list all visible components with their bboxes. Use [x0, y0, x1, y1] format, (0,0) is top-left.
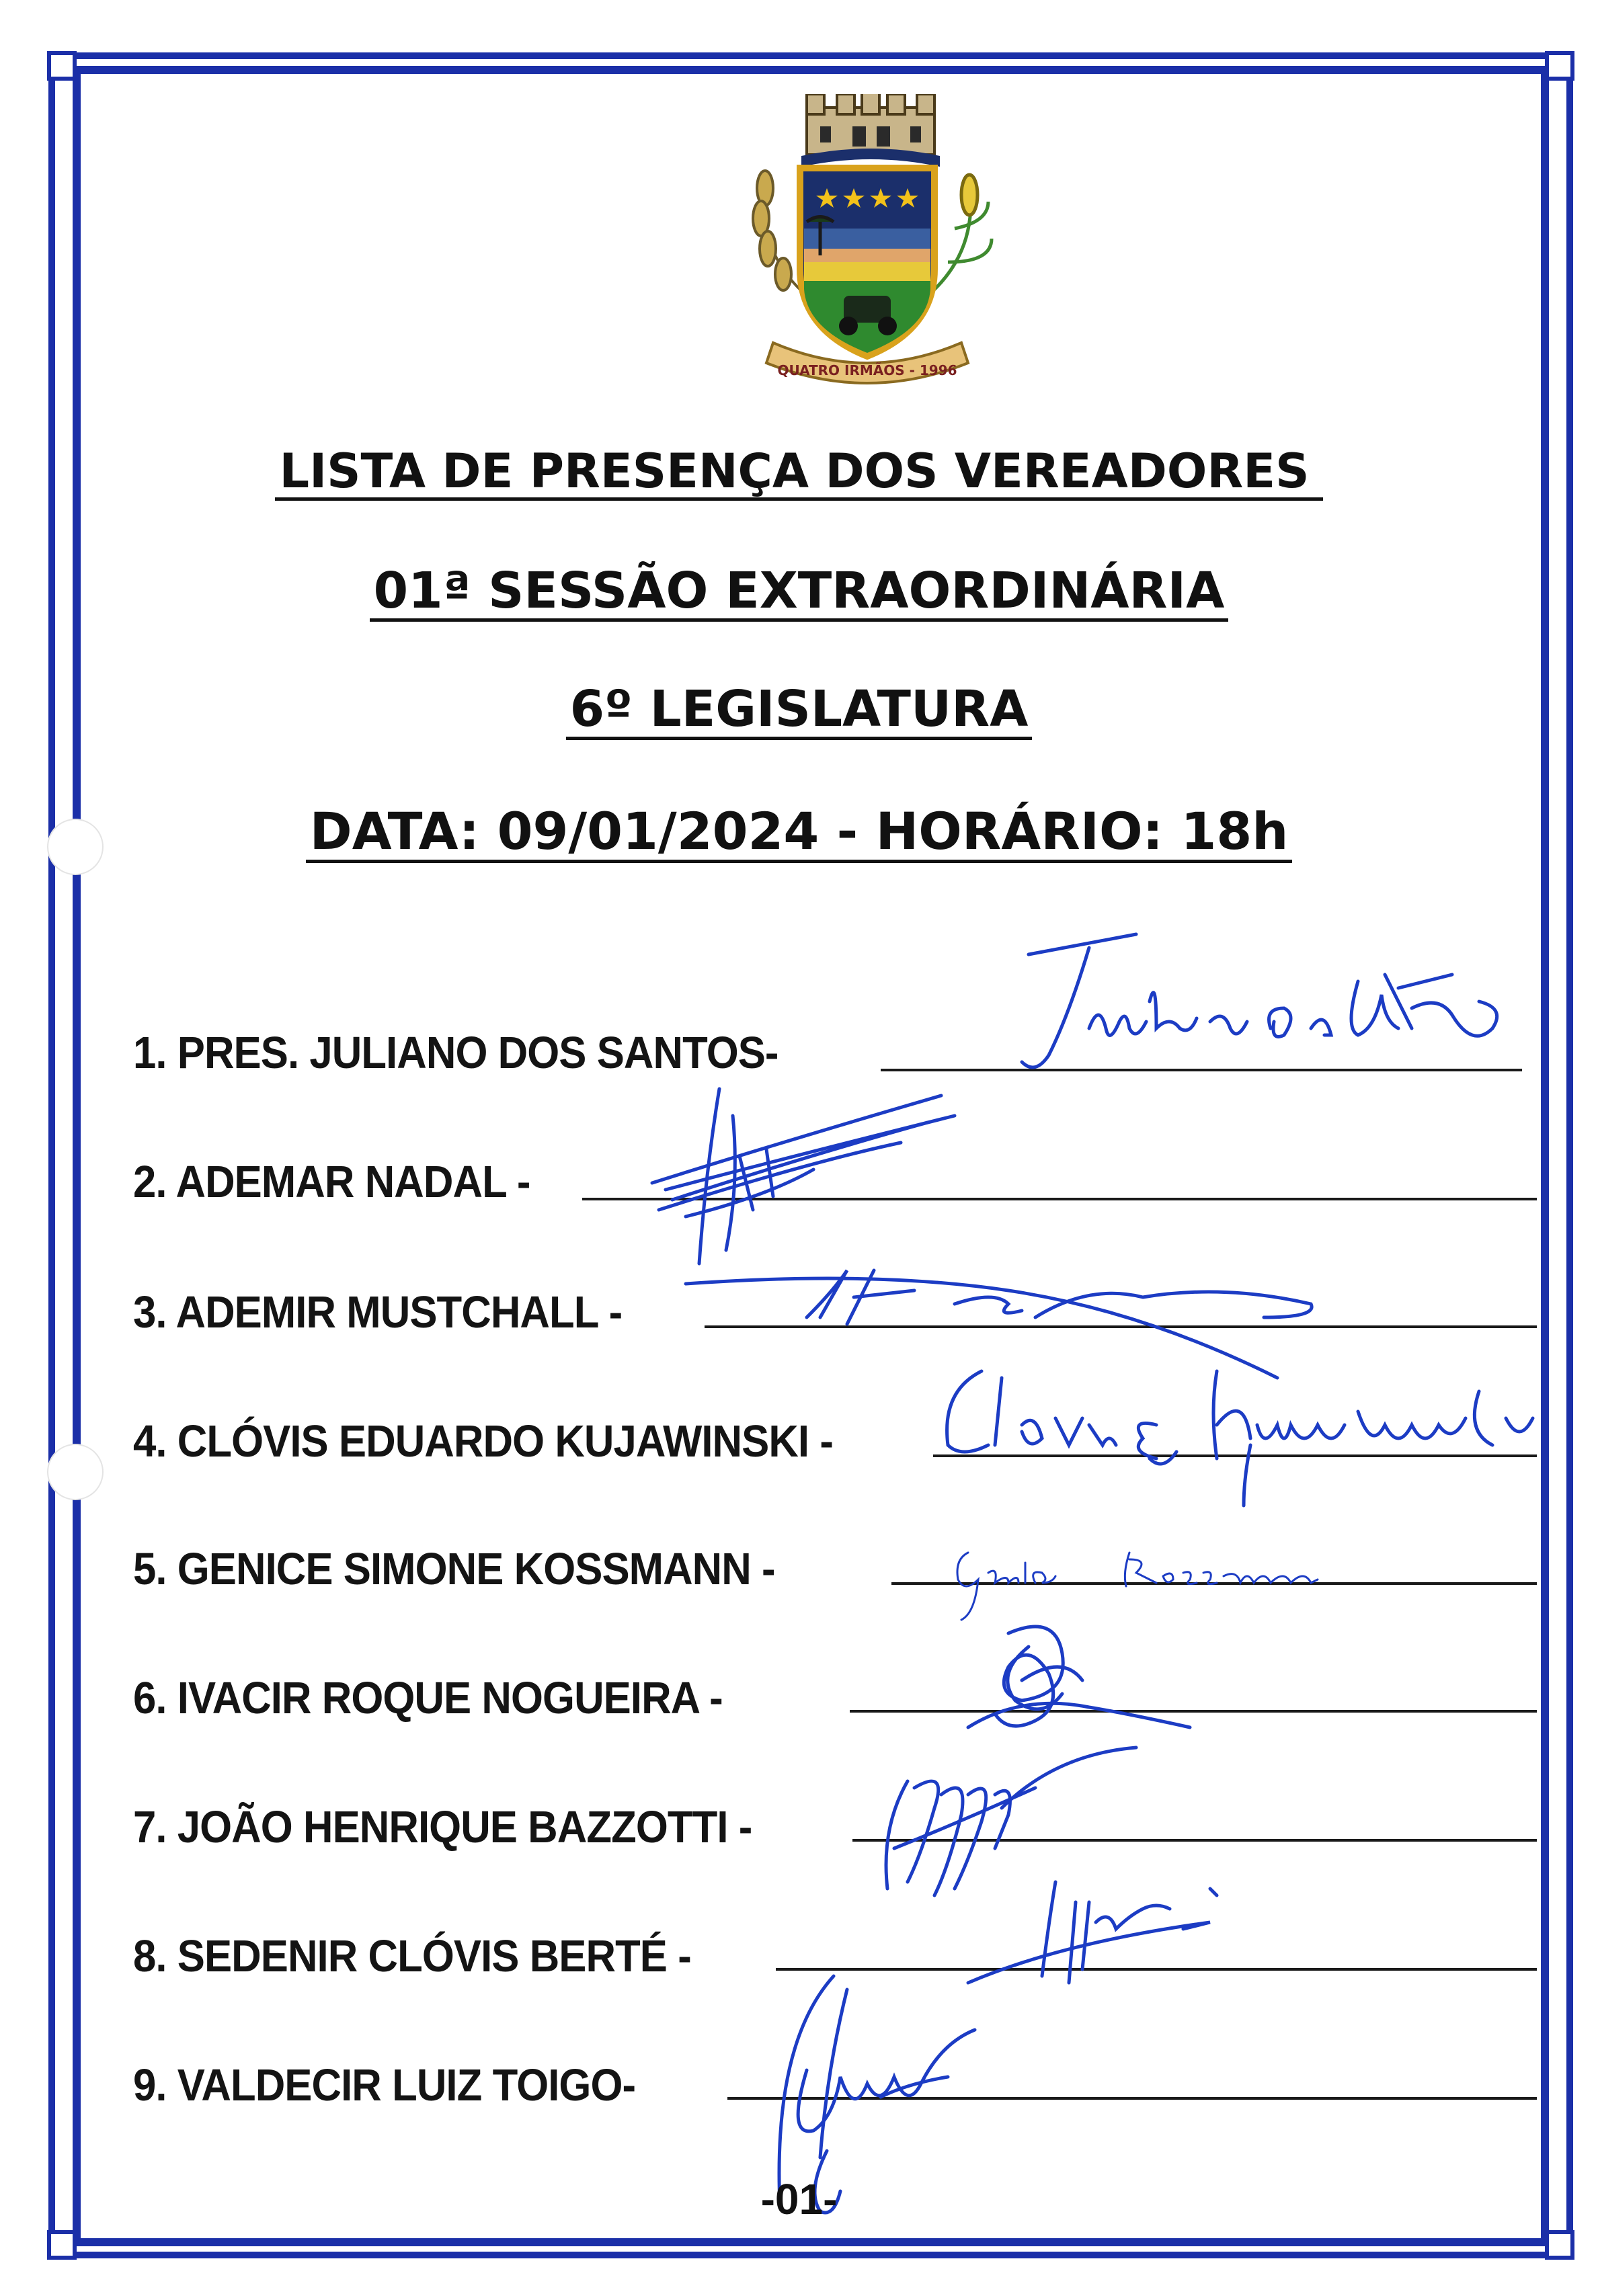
border-corner	[1545, 51, 1574, 81]
attendee-name: 7. JOÃO HENRIQUE BAZZOTTI -	[133, 1802, 752, 1852]
attendee-name: 9. VALDECIR LUIZ TOIGO-	[133, 2060, 636, 2110]
attendee-row	[133, 1008, 834, 1078]
coat-ribbon-text: QUATRO IRMÃOS - 1996	[777, 362, 957, 378]
attendee-row	[133, 1137, 565, 1207]
attendee-row	[133, 1397, 893, 1467]
attendee-name: 5. GENICE SIMONE KOSSMANN -	[133, 1544, 775, 1594]
attendee-row	[133, 1268, 664, 1338]
attendee-name: 8. SEDENIR CLÓVIS BERTÉ -	[133, 1931, 691, 1981]
crown-icon	[801, 94, 940, 167]
attendee-row	[133, 1524, 831, 1592]
document-title: LISTA DE PRESENÇA DOS VEREADORES	[0, 444, 1598, 501]
attendee-name: 2. ADEMAR NADAL -	[133, 1157, 530, 1207]
page-number: -01-	[760, 2175, 838, 2223]
date-time-line: DATA: 09/01/2024 - HORÁRIO: 18h	[0, 801, 1598, 863]
attendee-row	[133, 2041, 679, 2108]
border-corner	[1545, 2230, 1574, 2260]
attendee-name: 4. CLÓVIS EDUARDO KUJAWINSKI -	[133, 1416, 833, 1467]
session-title: 01ª SESSÃO EXTRAORDINÁRIA	[0, 562, 1598, 622]
signature-clovis	[928, 1351, 1546, 1512]
attendee-name: 3. ADEMIR MUSTCHALL -	[133, 1287, 623, 1338]
signature-juliano	[1008, 928, 1519, 1089]
coat-of-arms-emblem	[726, 94, 1008, 397]
attendee-row	[133, 1912, 740, 1979]
attendee-row	[133, 1782, 805, 1850]
punch-hole	[47, 1444, 104, 1500]
border-corner	[47, 51, 77, 81]
legislature-title: 6º LEGISLATURA	[0, 680, 1598, 740]
attendee-name: 6. IVACIR ROQUE NOGUEIRA -	[133, 1673, 723, 1723]
attendee-name: 1. PRES. JULIANO DOS SANTOS-	[133, 1028, 778, 1078]
attendee-row	[133, 1653, 774, 1721]
border-corner	[47, 2230, 77, 2260]
